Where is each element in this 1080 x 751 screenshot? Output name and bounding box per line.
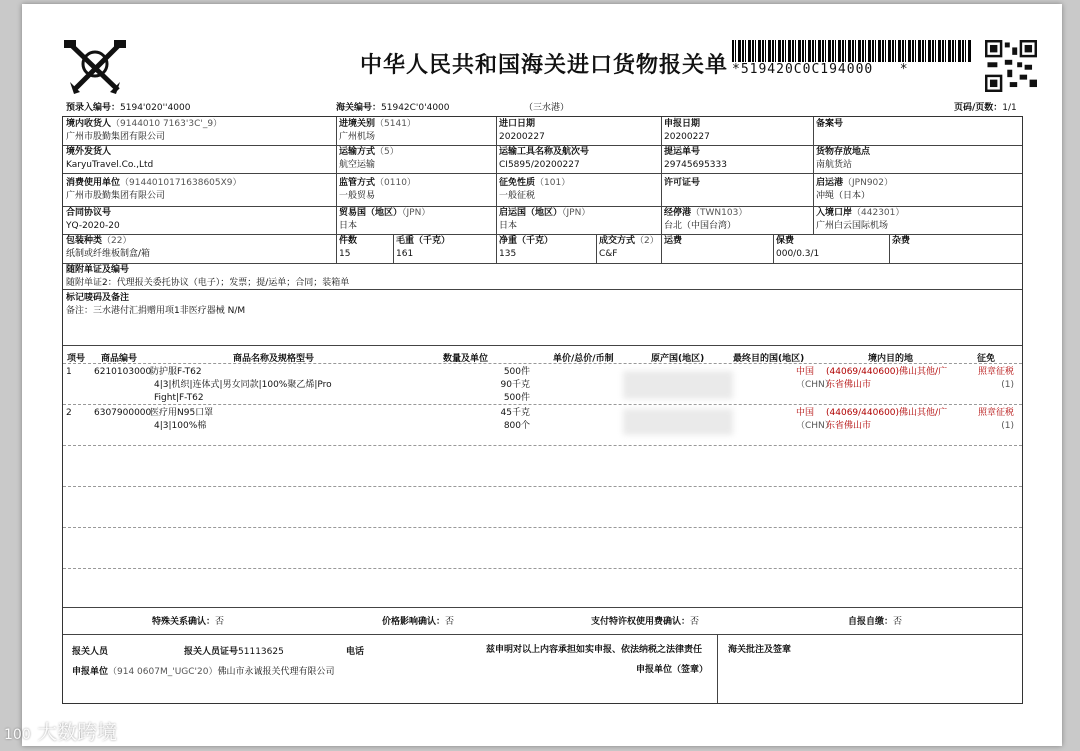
bill-no-field: 提运单号 29745695333 (664, 147, 727, 170)
consignee-field: 境内收货人（9144010 7163'3C'_9） 广州市股勤集团有限公司 (66, 119, 223, 142)
goods-row-1-levy: 照章征税 (1) (977, 367, 1014, 390)
barcode (732, 40, 972, 62)
marks-field: 标记唛码及备注 备注：三水港付汇捐赠用项1非医疗器械 N/M (66, 293, 246, 316)
goods-row-1-name: 防护服F-T62 4|3|机织|连体式|男女同款|100%聚乙烯|Pro Fight|F-T62 (150, 367, 332, 403)
preentry-no: 预录入编号：5194'020''4000 (66, 103, 191, 113)
unit-seal-label: 申报单位（签章） (636, 665, 709, 675)
col-code: 商品编号 (101, 354, 138, 364)
supervision-field: 监管方式（0110） 一般贸易 (339, 178, 416, 201)
entry-customs-field: 进境关别（5141） 广州机场 (339, 119, 416, 142)
stop-port-field: 经停港（TWN103） 台北（中国台湾） (664, 208, 748, 231)
royalty-confirm: 支付特许权使用费确认：否 (591, 617, 700, 627)
customs-no: 海关编号：51942C'0'4000 (336, 103, 450, 113)
goods-row-1-domestic: (44069/440600)佛山其他/广东省佛山市 (826, 367, 948, 390)
redacted-price-1 (623, 371, 733, 399)
document-title: 中华人民共和国海关进口货物报关单 (360, 53, 729, 78)
goods-row-2-levy: 照章征税 (1) (977, 408, 1014, 431)
storage-field: 货物存放地点 南航货站 (816, 147, 871, 170)
declarer-cert: 报关人员证号51113625 (184, 647, 284, 657)
trade-country-field: 贸易国（地区）（JPN） 日本 (339, 208, 431, 231)
col-domestic: 境内目的地 (868, 354, 914, 364)
declarer-label: 报关人员 (72, 647, 109, 657)
contract-field: 合同协议号 YQ-2020-20 (66, 208, 120, 231)
pieces-field: 件数 15 (339, 236, 358, 259)
consignor-field: 境外发货人 KaryuTravel.Co.,Ltd (66, 147, 154, 170)
legal-statement: 兹申明对以上内容承担如实申报、依法纳税之法律责任 (486, 645, 703, 655)
net-weight-field: 净重（千克） 135 (499, 236, 554, 259)
barcode-text: *519420C0C194000 * (732, 62, 909, 77)
declaration-table (62, 116, 1023, 704)
page-count: 页码/页数：1/1 (954, 103, 1017, 113)
documents-field: 随附单证及编号 随附单证2：代理报关委托协议（电子）；发票；提/运单；合同；装箱单 (66, 265, 350, 288)
goods-row-1-no: 1 (66, 367, 72, 377)
declaring-unit: 申报单位（914 0607M_'UGC'20）佛山市永诚报关代理有限公司 (72, 667, 335, 677)
goods-row-1-code: 6210103000 (94, 367, 152, 377)
goods-row-2-qty: 45千克 800个 (500, 408, 530, 431)
goods-row-2-name: 医疗用N95口罩 4|3|100%棉 (150, 408, 214, 431)
col-levy: 征免 (977, 354, 996, 364)
col-name: 商品名称及规格型号 (233, 354, 315, 364)
qr-code-icon (985, 40, 1037, 92)
self-declare-confirm: 自报自缴：否 (848, 617, 903, 627)
col-qty: 数量及单位 (443, 354, 489, 364)
col-origin: 原产国(地区) (651, 354, 705, 364)
entry-port-field: 入境口岸（442301） 广州白云国际机场 (816, 208, 905, 231)
misc-fee-field: 杂费 (892, 236, 911, 246)
goods-row-2-no: 2 (66, 408, 72, 418)
port-name: （三水港） (524, 103, 570, 113)
transport-mode-field: 运输方式（5） 航空运输 (339, 147, 399, 170)
levy-nature-field: 征免性质（101） 一般征税 (499, 178, 571, 201)
goods-row-1-qty: 500件 90千克 500件 (500, 367, 530, 403)
package-field: 包装种类（22） 纸制或纤维板制盒/箱 (66, 236, 151, 259)
departure-port-field: 启运港（JPN902） 冲绳（日本） (816, 178, 894, 201)
record-no-field: 备案号 (816, 119, 844, 129)
col-no: 项号 (67, 354, 86, 364)
license-field: 许可证号 (664, 178, 701, 188)
vessel-field: 运输工具名称及航次号 CI5895/20200227 (499, 147, 590, 170)
gross-weight-field: 毛重（千克） 161 (396, 236, 451, 259)
special-relation-confirm: 特殊关系确认：否 (152, 617, 225, 627)
phone-label: 电话 (346, 647, 365, 657)
origin-country-field: 启运国（地区）（JPN） 日本 (499, 208, 591, 231)
price-influence-confirm: 价格影响确认：否 (382, 617, 455, 627)
deal-mode-field: 成交方式（2） C&F (599, 236, 659, 259)
customs-emblem-icon (62, 38, 128, 96)
watermark: 100 大数跨境 (4, 720, 118, 744)
consumer-field: 消费使用单位（914401017163860​5X9） 广州市股勤集团有限公司 (66, 178, 242, 201)
goods-row-1-final: 中国 （CHN） (796, 367, 834, 390)
import-date-field: 进口日期 20200227 (499, 119, 545, 142)
goods-row-2-domestic: (44069/440600)佛山其他/广东省佛山市 (826, 408, 948, 431)
redacted-price-2 (623, 409, 733, 435)
declare-date-field: 申报日期 20200227 (664, 119, 710, 142)
col-final: 最终目的国(地区) (733, 354, 805, 364)
freight-field: 运费 (664, 236, 683, 246)
col-price: 单价/总价/币制 (553, 354, 614, 364)
goods-row-2-code: 6307900000 (94, 408, 152, 418)
insurance-field: 保费 000/0.3/1 (776, 236, 820, 259)
goods-row-2-final: 中国 （CHN） (796, 408, 834, 431)
customs-note-label: 海关批注及签章 (728, 645, 792, 655)
